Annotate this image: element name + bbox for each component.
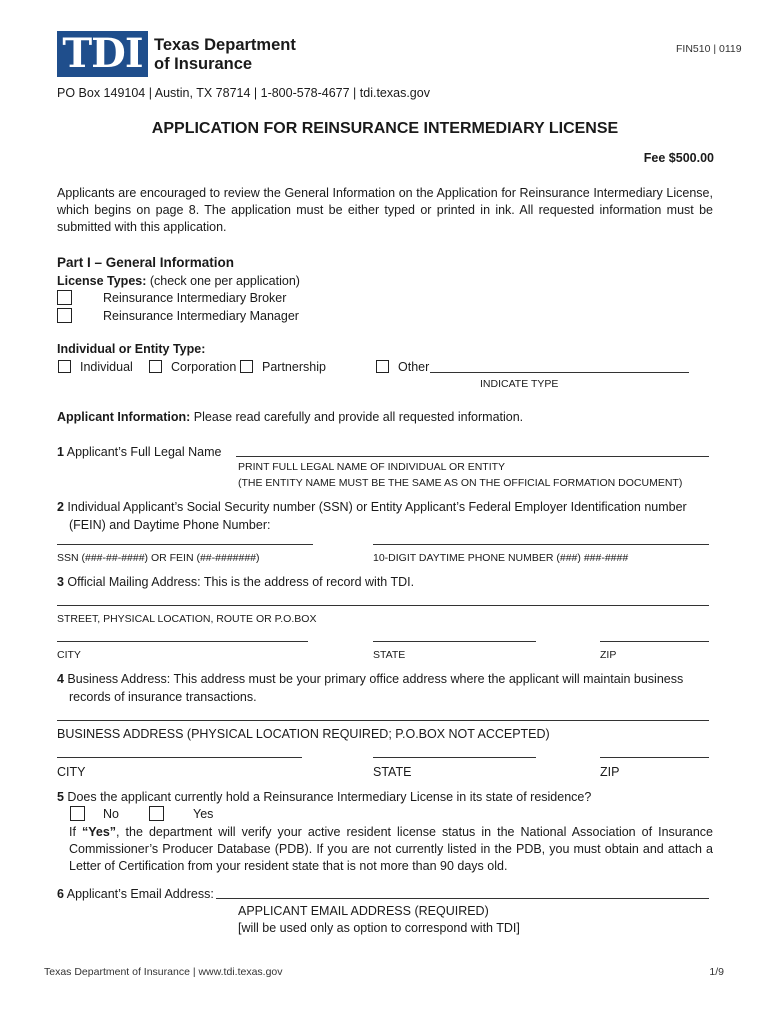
other-type-field[interactable] bbox=[430, 372, 689, 373]
q1-label: Applicant’s Full Legal Name bbox=[63, 445, 222, 459]
email-caption-2: [will be used only as option to correspond with TDI] bbox=[238, 921, 520, 935]
logo-line-1: Texas Department bbox=[154, 36, 296, 54]
page-number: 1/9 bbox=[709, 966, 724, 978]
individual-checkbox[interactable] bbox=[58, 360, 71, 373]
phone-caption: 10-DIGIT DAYTIME PHONE NUMBER (###) ###-#### bbox=[373, 552, 629, 564]
q1-caption-1: PRINT FULL LEGAL NAME OF INDIVIDUAL OR ENTITY bbox=[238, 461, 506, 473]
q6-label: Applicant’s Email Address: bbox=[63, 887, 214, 901]
street-caption: STREET, PHYSICAL LOCATION, ROUTE OR P.O.BOX bbox=[57, 613, 317, 625]
q3-number: 3 bbox=[57, 575, 64, 589]
applicant-info-text: Please read carefully and provide all requested information. bbox=[190, 410, 524, 424]
q5-if-yes: “Yes” bbox=[81, 825, 117, 839]
mailing-city-field[interactable] bbox=[57, 641, 308, 642]
q5-number: 5 bbox=[57, 790, 64, 804]
q5-label: Does the applicant currently hold a Reinsurance Intermediary License in its state of residence? bbox=[63, 790, 592, 804]
q3-label-row bbox=[57, 574, 414, 591]
ssn-caption: SSN (###-##-####) OR FEIN (##-#######) bbox=[57, 552, 260, 564]
city-caption: CITY bbox=[57, 649, 81, 661]
q2-text-1: Individual Applicant’s Social Security number (SSN) or Entity Applicant’s Federal Employer Identification number bbox=[63, 500, 687, 514]
q5-note-text: , the department will verify your active resident license status in the National Association of Insurance Commissioner’s Producer Database (PDB). If you are not currently listed in the PDB, you must obtain and attach a Letter of Certification from your resident state that is not more than 90 days old. bbox=[69, 825, 713, 873]
logo-text bbox=[154, 36, 296, 74]
license-types-label: License Types: bbox=[57, 274, 147, 288]
q2-number: 2 bbox=[57, 500, 64, 514]
q2-line-2: (FEIN) and Daytime Phone Number: bbox=[69, 518, 271, 532]
form-id: FIN510 | 0119 bbox=[676, 43, 742, 55]
license-types-row bbox=[57, 273, 300, 290]
q4-number: 4 bbox=[57, 672, 64, 686]
broker-checkbox[interactable] bbox=[57, 290, 72, 305]
broker-label: Reinsurance Intermediary Broker bbox=[103, 291, 287, 305]
q3-label: Official Mailing Address: This is the address of record with TDI. bbox=[63, 575, 415, 589]
state-caption: STATE bbox=[373, 649, 406, 661]
applicant-info-label: Applicant Information: bbox=[57, 410, 191, 424]
ssn-fein-field[interactable] bbox=[57, 544, 313, 545]
q4-line-1 bbox=[57, 671, 683, 688]
business-state-field[interactable] bbox=[373, 757, 536, 758]
manager-label: Reinsurance Intermediary Manager bbox=[103, 309, 299, 323]
business-zip-field[interactable] bbox=[600, 757, 709, 758]
business-caption: BUSINESS ADDRESS (PHYSICAL LOCATION REQUIRED; P.O.BOX NOT ACCEPTED) bbox=[57, 727, 550, 741]
license-types-hint: (check one per application) bbox=[146, 274, 300, 288]
q4-text-1: Business Address: This address must be your primary office address where the applicant will maintain business bbox=[63, 672, 684, 686]
individual-label: Individual bbox=[80, 360, 133, 374]
tdi-logo: TDI bbox=[57, 31, 148, 77]
email-field[interactable] bbox=[216, 898, 709, 899]
business-zip-caption: ZIP bbox=[600, 765, 620, 779]
partnership-checkbox[interactable] bbox=[240, 360, 253, 373]
legal-name-field[interactable] bbox=[236, 456, 709, 457]
mailing-state-field[interactable] bbox=[373, 641, 536, 642]
no-label: No bbox=[103, 807, 119, 821]
q5-note bbox=[69, 824, 713, 875]
other-checkbox[interactable] bbox=[376, 360, 389, 373]
email-caption-1: APPLICANT EMAIL ADDRESS (REQUIRED) bbox=[238, 904, 489, 918]
intro-paragraph: Applicants are encouraged to review the General Information on the Application for Reinsurance Intermediary License, which begins on page 8. The application must be either typed or printed in ink. All requested information must be submitted with this application. bbox=[57, 186, 713, 234]
no-checkbox[interactable] bbox=[70, 806, 85, 821]
other-label: Other bbox=[398, 360, 430, 374]
q5-if-prefix: If bbox=[69, 825, 82, 839]
applicant-info-row bbox=[57, 409, 523, 426]
mailing-zip-field[interactable] bbox=[600, 641, 709, 642]
q6-number: 6 bbox=[57, 887, 64, 901]
fee: Fee $500.00 bbox=[643, 151, 714, 165]
entity-type-label: Individual or Entity Type: bbox=[57, 342, 206, 356]
q1-caption-2: (THE ENTITY NAME MUST BE THE SAME AS ON THE OFFICIAL FORMATION DOCUMENT) bbox=[238, 477, 683, 489]
manager-checkbox[interactable] bbox=[57, 308, 72, 323]
phone-field[interactable] bbox=[373, 544, 709, 545]
logo-line-2: of Insurance bbox=[154, 55, 253, 73]
corporation-checkbox[interactable] bbox=[149, 360, 162, 373]
mailing-street-field[interactable] bbox=[57, 605, 709, 606]
q2-line-1 bbox=[57, 499, 687, 516]
q1-number: 1 bbox=[57, 445, 64, 459]
yes-checkbox[interactable] bbox=[149, 806, 164, 821]
business-city-caption: CITY bbox=[57, 765, 86, 779]
business-city-field[interactable] bbox=[57, 757, 302, 758]
indicate-type-caption: INDICATE TYPE bbox=[480, 378, 559, 390]
part1-heading: Part I – General Information bbox=[57, 255, 235, 270]
page-title: APPLICATION FOR REINSURANCE INTERMEDIARY LICENSE bbox=[151, 120, 619, 137]
business-address-field[interactable] bbox=[57, 720, 709, 721]
q1-label-row bbox=[57, 444, 221, 461]
business-state-caption: STATE bbox=[373, 765, 412, 779]
yes-label: Yes bbox=[193, 807, 214, 821]
corporation-label: Corporation bbox=[171, 360, 237, 374]
partnership-label: Partnership bbox=[262, 360, 326, 374]
footer-text: Texas Department of Insurance | www.tdi.texas.gov bbox=[44, 966, 283, 978]
q6-label-row bbox=[57, 886, 214, 903]
q4-line-2: records of insurance transactions. bbox=[69, 690, 257, 704]
zip-caption: ZIP bbox=[600, 649, 617, 661]
q5-label-row bbox=[57, 789, 591, 806]
header-address: PO Box 149104 | Austin, TX 78714 | 1-800-578-4677 | tdi.texas.gov bbox=[57, 86, 430, 100]
